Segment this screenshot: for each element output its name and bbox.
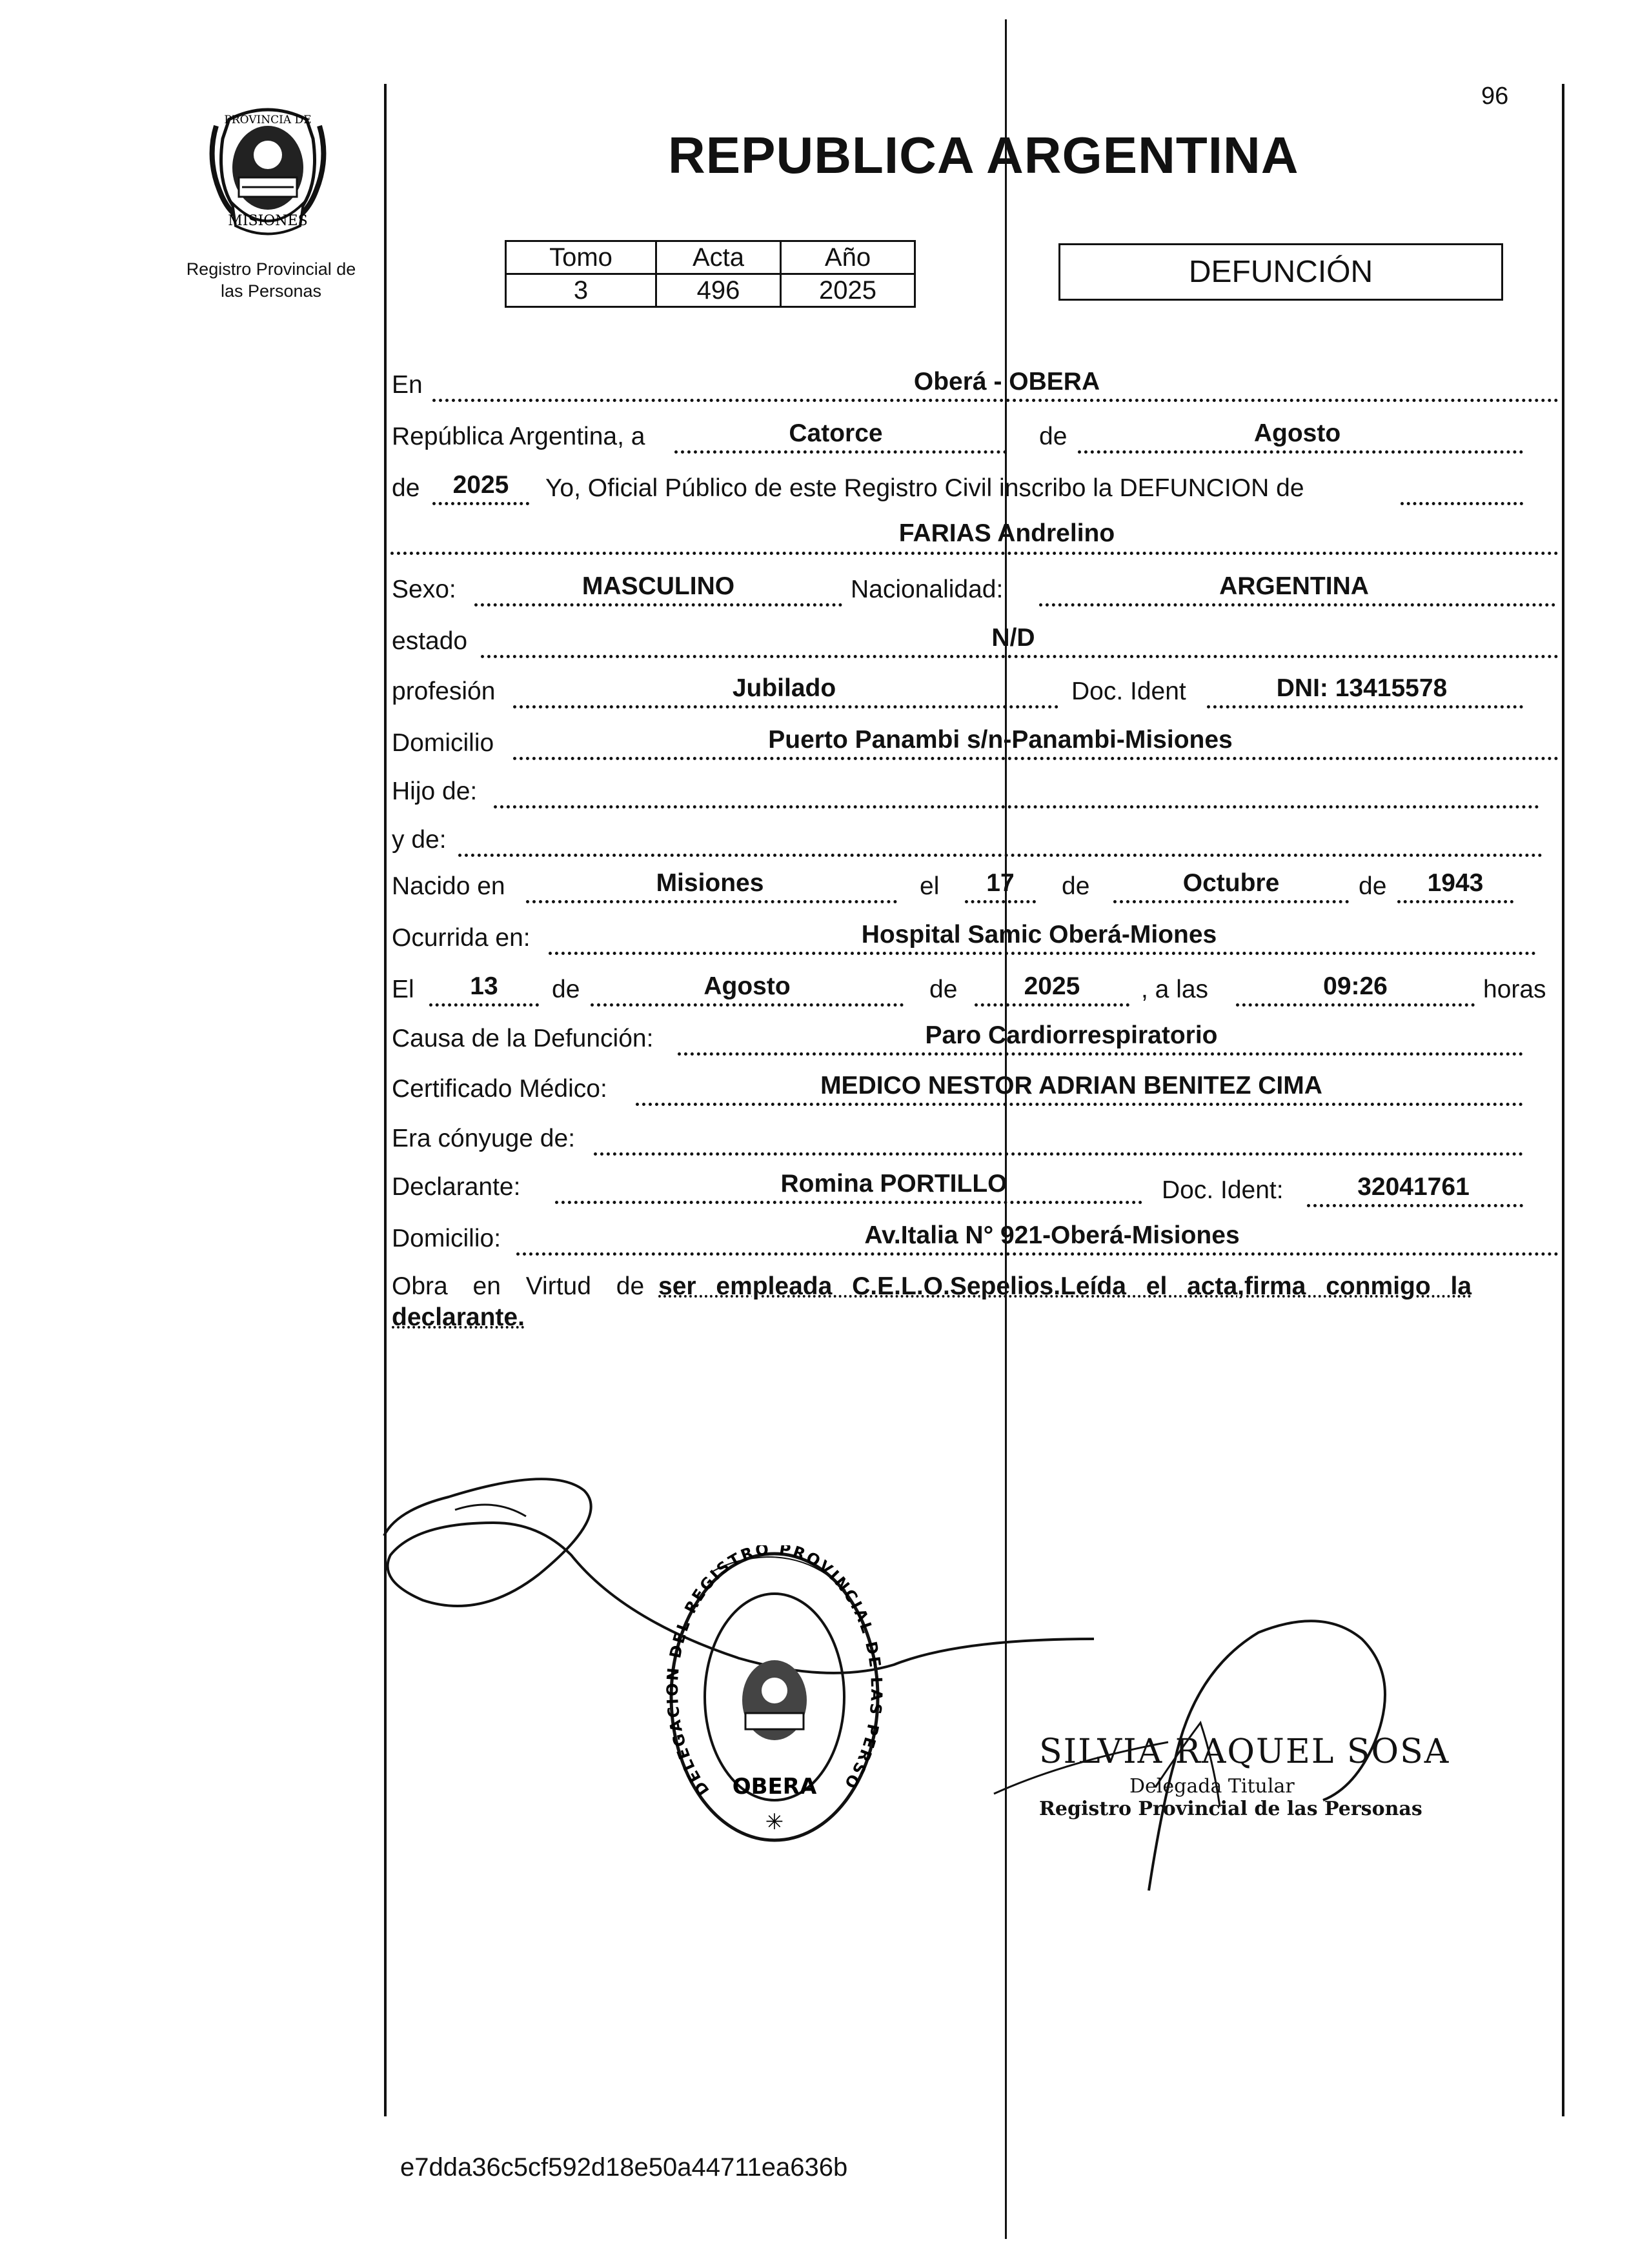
death-year-underline xyxy=(975,1003,1129,1007)
page-title: REPUBLICA ARGENTINA xyxy=(668,126,1299,184)
profesion-value: Jubilado xyxy=(732,674,836,702)
de-label: de xyxy=(1039,423,1067,450)
certificado-label: Certificado Médico: xyxy=(392,1075,607,1103)
center-scan-line xyxy=(1005,19,1007,2239)
seal-bottom-text: MISIONES xyxy=(228,213,308,229)
hijo-underline xyxy=(494,805,1539,808)
svg-text:✳: ✳ xyxy=(765,1809,784,1835)
year-label: de xyxy=(392,474,420,502)
tomo-value: 3 xyxy=(506,274,656,307)
death-day-underline xyxy=(429,1003,539,1007)
death-month: Agosto xyxy=(703,972,791,1000)
declarante-label: Declarante: xyxy=(392,1173,521,1201)
hijo-label: Hijo de: xyxy=(392,778,478,805)
official-stamp xyxy=(665,1545,884,1849)
conyuge-label: Era cónyuge de: xyxy=(392,1125,576,1152)
birth-day: 17 xyxy=(986,869,1015,897)
el-label-2: El xyxy=(392,976,414,1003)
declarante-doc-underline xyxy=(1307,1204,1523,1207)
yde-underline xyxy=(458,854,1543,857)
name-underline xyxy=(390,552,1559,555)
nacido-label: Nacido en xyxy=(392,872,505,900)
en-label: En xyxy=(392,371,423,399)
sexo-underline xyxy=(474,603,842,607)
birth-year-underline xyxy=(1397,900,1513,903)
right-margin-line xyxy=(1562,84,1564,2116)
doc-ident-underline xyxy=(1207,705,1523,708)
birth-month-underline xyxy=(1113,900,1349,903)
death-time-underline xyxy=(1236,1003,1475,1007)
month-underline xyxy=(1078,450,1523,454)
de-label-2: de xyxy=(1062,872,1090,900)
de-label-3: de xyxy=(1359,872,1387,900)
record-table-header-row xyxy=(506,241,915,274)
domicilio-value-2: Av.Italia N° 921-Oberá-Misiones xyxy=(864,1221,1240,1249)
month-text: Agosto xyxy=(1253,419,1341,447)
declarante-doc: 32041761 xyxy=(1357,1173,1470,1201)
intro-text: Yo, Oficial Público de este Registro Civil inscribo la DEFUNCION de xyxy=(545,474,1304,502)
stamp-city-text: OBERA xyxy=(732,1774,817,1800)
stamp-ring-text: DELEGACION DEL REGISTRO PROVINCIAL DE LAS PERSO xyxy=(665,1545,884,1799)
en-underline xyxy=(432,399,1559,402)
domicilio-value: Puerto Panambi s/n-Panambi-Misiones xyxy=(768,726,1233,754)
acta-value: 496 xyxy=(656,274,781,307)
death-time: 09:26 xyxy=(1323,972,1388,1000)
nacionalidad-underline xyxy=(1039,603,1555,607)
page-number: 96 xyxy=(1481,83,1509,110)
declarante-underline xyxy=(555,1201,1142,1204)
day-text: Catorce xyxy=(789,419,883,447)
signer-name: SILVIA RAQUEL SOSA xyxy=(1039,1732,1450,1771)
tomo-header: Tomo xyxy=(506,241,656,274)
doc-ident-label-2: Doc. Ident: xyxy=(1162,1176,1284,1204)
document-hash: e7dda36c5cf592d18e50a44711ea636b xyxy=(400,2153,848,2182)
ocurrida-label: Ocurrida en: xyxy=(392,924,531,952)
doc-ident-value: DNI: 13415578 xyxy=(1276,674,1448,702)
ocurrida-value: Hospital Samic Oberá-Miones xyxy=(861,921,1217,948)
declarante-value: Romina PORTILLO xyxy=(780,1170,1007,1198)
de-label-4: de xyxy=(552,976,580,1003)
estado-underline xyxy=(481,655,1559,658)
domicilio-2-underline xyxy=(516,1252,1559,1256)
signer-office: Registro Provincial de las Personas xyxy=(1039,1798,1422,1820)
birth-day-underline xyxy=(965,900,1036,903)
obra-label: Obra en Virtud de xyxy=(392,1272,645,1300)
en-value: Oberá - OBERA xyxy=(913,368,1100,396)
death-month-underline xyxy=(591,1003,904,1007)
profesion-underline xyxy=(513,705,1058,708)
estado-value: N/D xyxy=(991,624,1035,652)
obra-value-line-2: declarante. xyxy=(392,1303,525,1331)
certificado-value: MEDICO NESTOR ADRIAN BENITEZ CIMA xyxy=(820,1072,1322,1099)
birth-month: Octubre xyxy=(1182,869,1280,897)
profesion-label: profesión xyxy=(392,677,496,705)
obra-value-line-1: ser empleada C.E.L.O.Sepelios.Leída el acta,firma conmigo la xyxy=(658,1272,1472,1300)
causa-value: Paro Cardiorrespiratorio xyxy=(925,1021,1218,1049)
nacionalidad-label: Nacionalidad: xyxy=(851,576,1004,603)
year-value: 2025 xyxy=(452,471,509,499)
death-year: 2025 xyxy=(1024,972,1080,1000)
birth-year: 1943 xyxy=(1427,869,1484,897)
anio-header: Año xyxy=(781,241,915,274)
record-table-value-row xyxy=(506,274,915,307)
causa-underline xyxy=(678,1052,1523,1056)
seal-top-text: PROVINCIA DE xyxy=(224,114,312,126)
doc-ident-label: Doc. Ident xyxy=(1071,677,1186,705)
domicilio-underline xyxy=(513,757,1559,760)
sexo-label: Sexo: xyxy=(392,576,456,603)
nacido-value: Misiones xyxy=(656,869,764,897)
de-label-5: de xyxy=(929,976,958,1003)
conyuge-underline xyxy=(594,1152,1523,1156)
ocurrida-underline xyxy=(549,952,1536,955)
acta-header: Acta xyxy=(656,241,781,274)
republica-label: República Argentina, a xyxy=(392,423,645,450)
alas-label: , a las xyxy=(1141,976,1209,1003)
registry-label: Registro Provincial de las Personas xyxy=(186,259,356,301)
day-underline xyxy=(674,450,1007,454)
record-table xyxy=(505,240,916,308)
causa-label: Causa de la Defunción: xyxy=(392,1025,654,1052)
record-type-box: DEFUNCIÓN xyxy=(1058,243,1503,301)
yde-label: y de: xyxy=(392,826,447,854)
domicilio-label-2: Domicilio: xyxy=(392,1225,501,1252)
nacido-underline xyxy=(526,900,897,903)
estado-label: estado xyxy=(392,627,468,655)
death-day: 13 xyxy=(470,972,498,1000)
nacionalidad-value: ARGENTINA xyxy=(1219,572,1369,600)
certificado-underline xyxy=(636,1103,1523,1106)
sexo-value: MASCULINO xyxy=(582,572,735,600)
year-underline xyxy=(432,502,529,505)
signer-block xyxy=(1039,1732,1450,1820)
signer-role: Delegada Titular xyxy=(1129,1775,1295,1798)
el-label: el xyxy=(920,872,940,900)
left-margin-line xyxy=(384,84,387,2116)
intro-underline xyxy=(1401,502,1523,505)
domicilio-label: Domicilio xyxy=(392,729,494,757)
province-seal xyxy=(203,100,332,239)
anio-value: 2025 xyxy=(781,274,915,307)
deceased-name: FARIAS Andrelino xyxy=(898,519,1115,547)
horas-label: horas xyxy=(1483,976,1546,1003)
